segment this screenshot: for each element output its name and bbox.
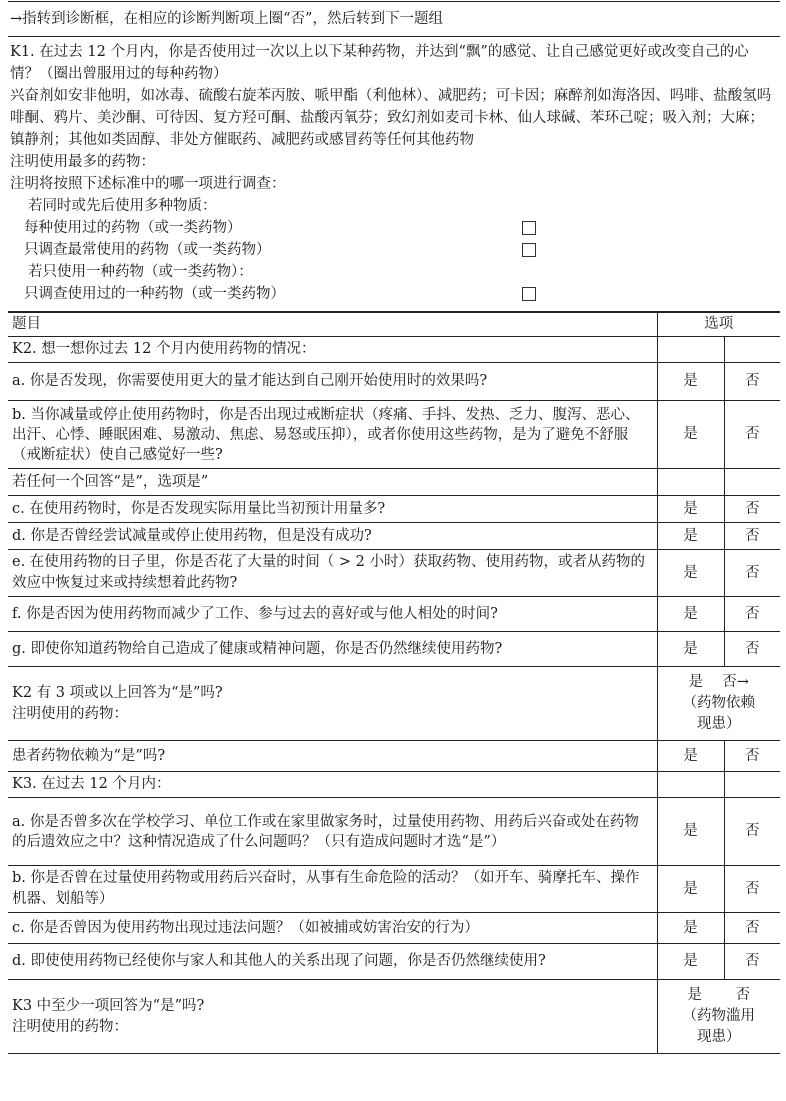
interview-page xyxy=(8,0,780,1054)
option-each-drug-label: 每种使用过的药物（或一类药物） xyxy=(24,220,242,236)
table-row xyxy=(8,496,780,523)
k3-option-line2: （药物滥用 xyxy=(682,1008,755,1024)
table-header-row xyxy=(8,313,780,337)
k1-question: K1. 在过去 12 个月内，你是否使用过一次以上以下某种药物，并达到“飘”的感觉、让自己感觉更好或改变自己的心情？（圈出曾服用过的每种药物） xyxy=(10,44,749,82)
k2f-yes[interactable]: 是 xyxy=(657,597,724,632)
table-row xyxy=(8,667,780,741)
k2g-question: g. 即使你知道药物给自己造成了健康或精神问题，你是否仍然继续使用药物? xyxy=(8,632,657,667)
note-standard: 注明将按照下述标准中的哪一项进行调查： xyxy=(10,176,286,192)
option-single-drug-label: 只调查使用过的一种药物（或一类药物） xyxy=(24,286,285,302)
k3d-yes[interactable]: 是 xyxy=(657,944,724,980)
k2a-no[interactable]: 否 xyxy=(724,363,780,401)
note-most-used: 注明使用最多的药物： xyxy=(10,154,155,170)
table-row xyxy=(8,337,780,363)
k2f-question: f. 你是否因为使用药物而减少了工作、参与过去的喜好或与他人相处的时间? xyxy=(8,597,657,632)
multi-heading: 若同时或先后使用多种物质： xyxy=(28,198,217,214)
k3d-question: d. 即使使用药物已经使你与家人和其他人的关系出现了问题，你是否仍然继续使用? xyxy=(8,944,657,980)
k2-summary-option[interactable] xyxy=(657,667,780,741)
k2-summary xyxy=(8,667,657,741)
k2a-yes[interactable]: 是 xyxy=(657,363,724,401)
k2-summary-question: K2 有 3 项或以上回答为“是”吗? xyxy=(12,684,223,701)
dependence-yes[interactable]: 是 xyxy=(657,741,724,772)
k3-title: K3. 在过去 12 个月内： xyxy=(8,772,657,798)
k2b-no[interactable]: 否 xyxy=(724,401,780,469)
k2-summary-note: 注明使用的药物： xyxy=(12,705,128,722)
table-row xyxy=(8,944,780,980)
k2f-no[interactable]: 否 xyxy=(724,597,780,632)
column-option-header: 选项 xyxy=(657,313,780,337)
option-most-common-checkbox[interactable] xyxy=(522,243,536,257)
k3c-yes[interactable]: 是 xyxy=(657,913,724,944)
k2-any-yes: 若任何一个回答“是”，选项是” xyxy=(8,469,657,496)
column-item-header: 题目 xyxy=(8,313,657,337)
k2e-question: e. 在使用药物的日子里，你是否花了大量的时间（ > 2 小时）获取药物、使用药物，或者从药物的效应中恢复过来或持续想着此药物? xyxy=(8,550,657,597)
table-row xyxy=(8,632,780,667)
k3a-question: a. 你是否曾多次在学校学习、单位工作或在家里做家务时，过量使用药物、用药后兴奋或处在药物的后遗效应之中？这种情况造成了什么问题吗？（只有造成问题时才选“是”） xyxy=(8,798,657,866)
instruction-header: →指转到诊断框，在相应的诊断判断项上圈“否”，然后转到下一题组 xyxy=(8,2,780,37)
k3-summary-option[interactable] xyxy=(657,980,780,1054)
k3a-no[interactable]: 否 xyxy=(724,798,780,866)
k2-title: K2. 想一想你过去 12 个月内使用药物的情况： xyxy=(8,337,657,363)
single-heading: 若只使用一种药物（或一类药物）： xyxy=(28,264,253,280)
k3c-no[interactable]: 否 xyxy=(724,913,780,944)
dependence-question: 患者药物依赖为“是”吗? xyxy=(8,741,657,772)
k2a-question: a. 你是否发现，你需要使用更大的量才能达到自己刚开始使用时的效果吗? xyxy=(8,363,657,401)
table-row xyxy=(8,913,780,944)
k2b-yes[interactable]: 是 xyxy=(657,401,724,469)
option-single-drug-checkbox[interactable] xyxy=(522,287,536,301)
k3-summary-question: K3 中至少一项回答为“是”吗? xyxy=(12,997,205,1014)
k2c-question: c. 在使用药物时，你是否发现实际用量比当初预计用量多? xyxy=(8,496,657,523)
option-most-common-label: 只调查最常使用的药物（或一类药物） xyxy=(24,242,271,258)
dependence-no[interactable]: 否 xyxy=(724,741,780,772)
table-row xyxy=(8,772,780,798)
table-row xyxy=(8,741,780,772)
k3-option-line1: 是 否 xyxy=(687,987,751,1003)
table-row xyxy=(8,866,780,913)
k2g-yes[interactable]: 是 xyxy=(657,632,724,667)
k2e-no[interactable]: 否 xyxy=(724,550,780,597)
k2c-yes[interactable]: 是 xyxy=(657,496,724,523)
k2b-question: b. 当你减量或停止使用药物时，你是否出现过戒断症状（疼痛、手抖、发热、乏力、腹泻、恶心、出汗、心悸、睡眠困难、易激动、焦虑、易怒或压抑），或者你使用这些药物，是为了避免不舒服（戒断症状）使自己感觉好一些? xyxy=(8,401,657,469)
k2d-question: d. 你是否曾经尝试减量或停止使用药物，但是没有成功? xyxy=(8,523,657,550)
k1-drug-list: 兴奋剂如安非他明，如冰毒、硫酸右旋苯丙胺、哌甲酯（利他林）、减肥药；可卡因；麻醉剂如海洛因、吗啡、盐酸氢吗啡酮、鸦片、美沙酮、可待因、复方羟可酮、盐酸丙氧芬；致幻剂如麦司卡林、仙人球碱、苯环己啶；吸入剂；大麻；镇静剂；其他如类固醇、非处方催眠药、减肥药或感冒药等任何其他药物 xyxy=(10,88,772,148)
k3b-question: b. 你是否曾在过量使用药物或用药后兴奋时，从事有生命危险的活动？（如开车、骑摩托车、操作机器、划船等） xyxy=(8,866,657,913)
k3c-question: c. 你是否曾因为使用药物出现过违法问题？（如被捕或妨害治安的行为） xyxy=(8,913,657,944)
option-single-drug[interactable] xyxy=(10,283,774,305)
k3-summary xyxy=(8,980,657,1054)
k2-option-line1: 是 否→ xyxy=(688,674,749,690)
k2g-no[interactable]: 否 xyxy=(724,632,780,667)
table-row xyxy=(8,523,780,550)
k3-option-line3: 现患） xyxy=(697,1029,741,1045)
k2-option-line2: （药物依赖 xyxy=(682,695,755,711)
questionnaire-table xyxy=(8,312,780,1054)
k3d-no[interactable]: 否 xyxy=(724,944,780,980)
table-row xyxy=(8,597,780,632)
option-each-drug[interactable] xyxy=(10,217,774,239)
k2c-no[interactable]: 否 xyxy=(724,496,780,523)
table-row xyxy=(8,401,780,469)
k3b-no[interactable]: 否 xyxy=(724,866,780,913)
k2d-yes[interactable]: 是 xyxy=(657,523,724,550)
k2d-no[interactable]: 否 xyxy=(724,523,780,550)
option-each-drug-checkbox[interactable] xyxy=(522,221,536,235)
k2e-yes[interactable]: 是 xyxy=(657,550,724,597)
table-row xyxy=(8,798,780,866)
k2-option-line3: 现患） xyxy=(697,716,741,732)
table-row xyxy=(8,363,780,401)
k3b-yes[interactable]: 是 xyxy=(657,866,724,913)
k3-summary-note: 注明使用的药物： xyxy=(12,1018,128,1035)
table-row xyxy=(8,980,780,1054)
k1-section xyxy=(8,37,780,312)
table-row xyxy=(8,550,780,597)
option-most-common[interactable] xyxy=(10,239,774,261)
k3a-yes[interactable]: 是 xyxy=(657,798,724,866)
table-row xyxy=(8,469,780,496)
